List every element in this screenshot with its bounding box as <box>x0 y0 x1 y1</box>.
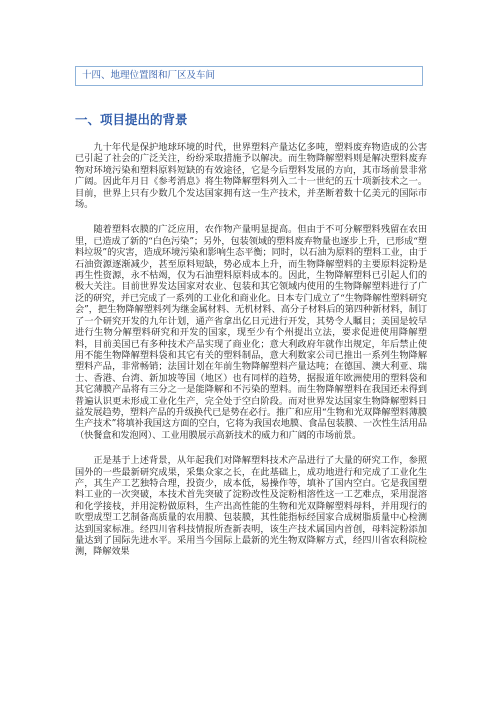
paragraph: 九十年代是保护地球环境的时代，世界塑料产量达亿多吨，塑料废弃物造成的公害已引起了社会的广泛关注，纷纷采取措施予以解决。而生物降解塑料则是解决塑料废弃物对环境污染和塑料原料短缺的有效途径，它是今后塑料发展的方向，其市场前景非常广阔。因此年月日《参考消息》将生物降解塑料列入二十一世纪的五十项新技术之一。目前，世界上只有少数几个发达国家拥有这一生产技术，并垄断着数十亿美元的国际市场。 <box>75 142 427 211</box>
body-text <box>75 142 427 572</box>
section-title: 一、项目提出的背景 <box>75 112 188 127</box>
paragraph: 正是基于上述背景，从年起我们对降解塑料技术产品进行了大量的研究工作，参照国外的一些最新研究成果，采集众家之长，在此基础上，成功地进行和完成了工业化生产，其生产工艺独特合理，投资少，成本低，易操作等，填补了国内空白。它是我国塑料工业的一次突破，本技术首先突破了淀粉改性及淀粉相溶性这一工艺难点，采用混溶和化学接枝，并用淀粉做原料，生产出高性能的生物和光双降解塑料母料，并用现行的吹塑成型工艺制备高质量的农用膜、包装膜，其性能指标经国家合成树脂质量中心检测达到国家标准。经四川省科技情报所查新表明，该生产技术属国内首创，母料淀粉添加量达到了国际先进水平。采用当今国际上最新的光生物双降解方式，经四川省农科院检测，降解效果 <box>75 455 427 558</box>
toc-link[interactable]: 十四、地理位置图和厂区及车间 <box>82 70 216 81</box>
paragraph: 随着塑料农膜的广泛应用，农作物产量明显提高。但由于不可分解塑料残留在农田里，已造成了新的“白色污染”；另外，包装领域的塑料废弃物量也逐步上升，已形成“塑料垃圾”的灾害，造成环境污染和影响生态平衡；同时，以石油为原料的塑料工业，由于石油资源逐渐减少，甚至原料短缺，势必成本上升，而生物降解塑料的主要原料淀粉是再生性资源，永不枯竭，仅为石油塑料原料成本的。因此，生物降解塑料已引起人们的极大关注。目前世界发达国家对农业、包装和其它领域内使用的生物降解塑料进行了广泛的研究，并已完成了一系列的工业化和商业化。日本专门成立了“生物降解性塑料研究会”，把生物降解塑料列为继金属材料、无机材料、高分子材料后的第四种新材料，制订了一个研究开发的九年计划，通产省拿出亿日元进行开发，其势令人瞩目；美国是较早进行生物分解塑料研究和开发的国家，现至少有个州提出立法，要求促进使用降解塑料，目前美国已有多种技术产品实现了商业化；意大利政府年就作出规定，年后禁止使用不能生物降解塑料袋和其它有关的塑料制品，意大利数家公司已推出一系列生物降解塑料产品，非常畅销；法国计划在年前生物降解塑料产量达吨；在德国、澳大利亚、瑞士、香港、台湾、新加坡等国（地区）也有同样的趋势，据报道年欧洲使用的塑料袋和其它薄膜产品将有三分之一是能降解和不污染的塑料。而生物降解塑料在我国还未得到普遍认识更未形成工业化生产，完全处于空白阶段。而对世界发达国家生物降解塑料日益发展趋势，塑料产品的升级换代已是势在必行。推广和应用“生物和光双降解塑料薄膜生产技术”将填补我国这方面的空白，它将为我国农地膜、食品包装膜、一次性生活用品（快餐盒和发泡网）、工业用膜展示高新技术的威力和广阔的市场前景。 <box>75 224 427 441</box>
toc-link-box[interactable] <box>75 66 423 86</box>
